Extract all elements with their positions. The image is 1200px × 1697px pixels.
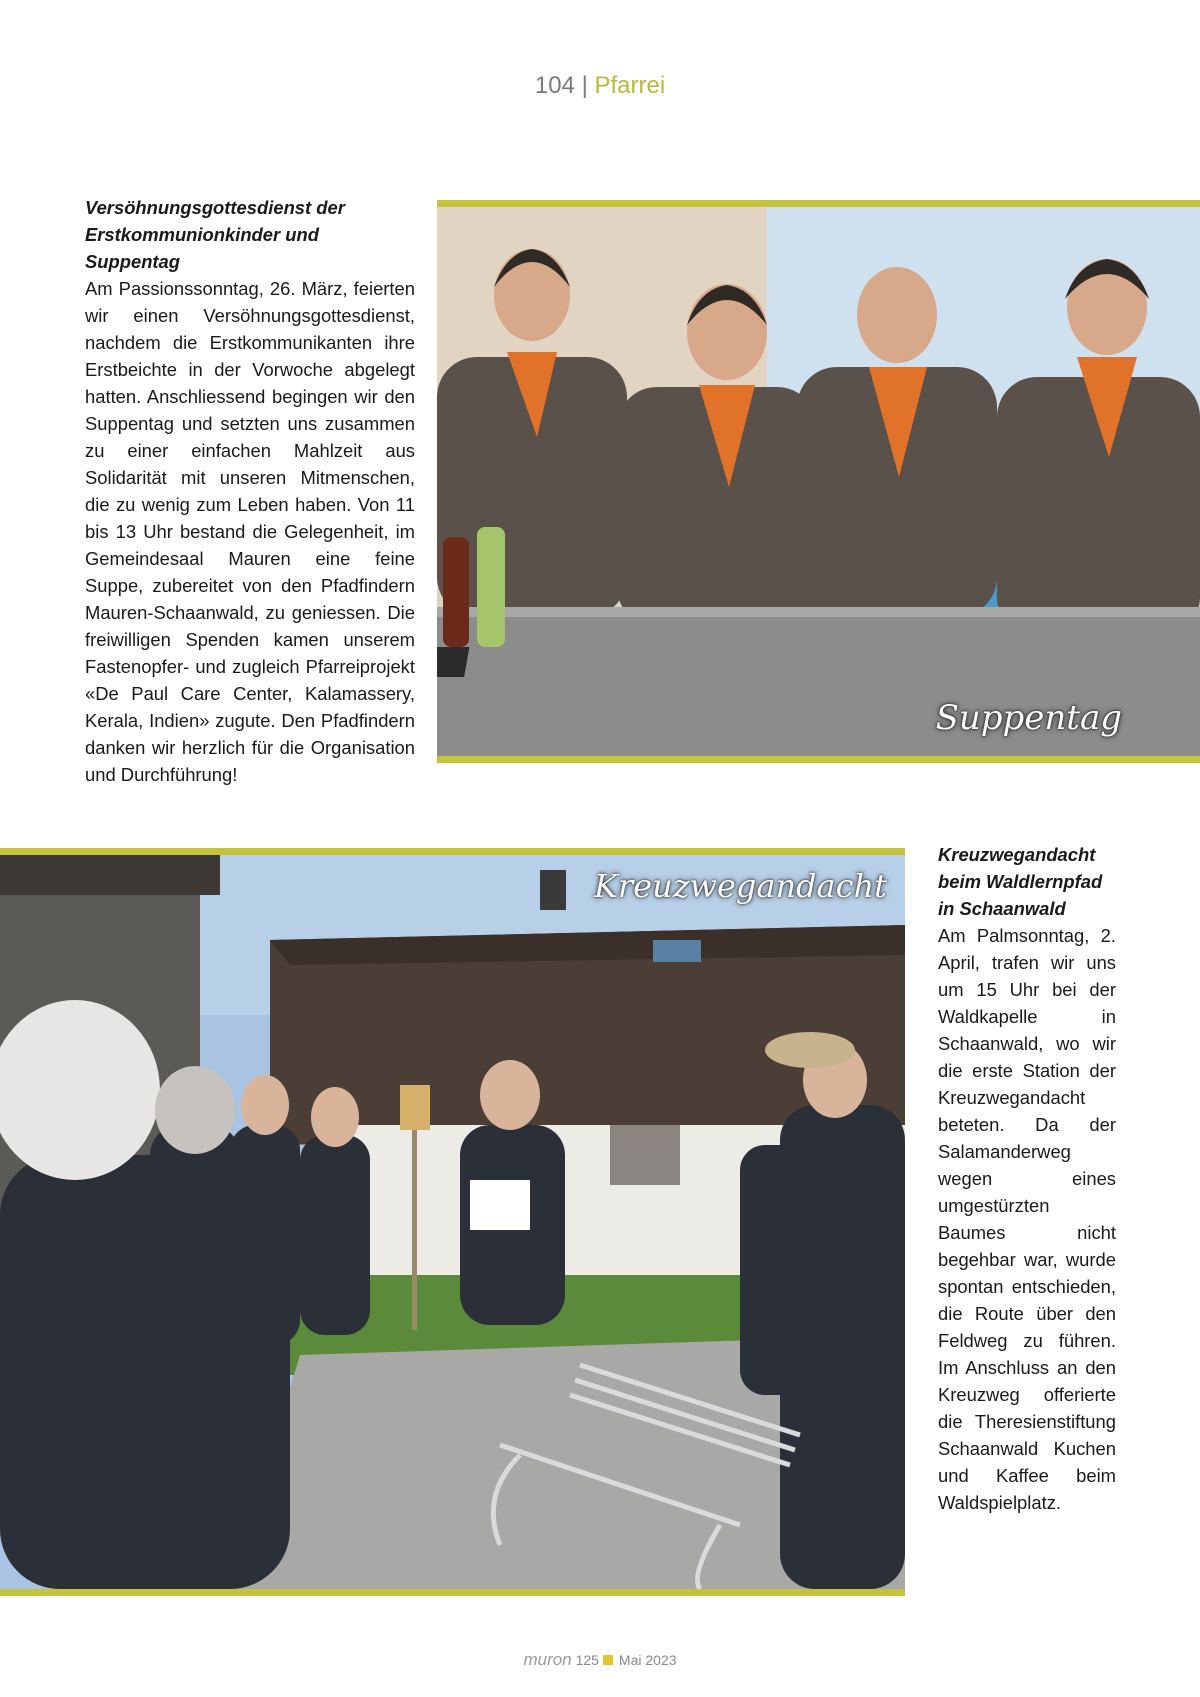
article-title: Versöhnungsgottesdienst der Erstkommunionkinder und Suppentag bbox=[85, 197, 345, 272]
article-body: Am Palmsonntag, 2. April, trafen wir uns um 15 Uhr bei der Waldkapelle in Schaanwald, wo wir die erste Station der Kreuzwegandacht beteten. Da der Salamanderweg wegen eines umgestürzten Baumes nicht begehbar war, wurde spontan entschieden, die Route über den Feldweg zu führen. Im Anschluss an den Kreuzweg offerierte die Theresienstiftung Schaanwald Kuchen und Kaffee beim Waldspielplatz. bbox=[938, 925, 1116, 1513]
photo-caption: Kreuzwegandacht bbox=[593, 867, 887, 905]
photo-kreuzwegandacht bbox=[0, 848, 905, 1596]
footer-square-icon bbox=[603, 1655, 613, 1665]
page-header bbox=[0, 72, 1200, 100]
photo-suppentag bbox=[437, 200, 1200, 763]
magazine-name: muron bbox=[523, 1650, 572, 1669]
page-number: 104 bbox=[534, 72, 575, 99]
section-title: Pfarrei bbox=[594, 72, 666, 99]
article-title: Kreuzwegandacht beim Waldlernpfad in Schaanwald bbox=[938, 844, 1103, 919]
procession-photo-image bbox=[0, 855, 905, 1589]
header-separator: | bbox=[581, 72, 588, 99]
page-footer bbox=[0, 1650, 1200, 1670]
issue-number: 125 bbox=[575, 1652, 599, 1668]
scouts-photo-image bbox=[437, 207, 1200, 756]
issue-date: Mai 2023 bbox=[618, 1652, 677, 1668]
photo-caption: Suppentag bbox=[935, 698, 1122, 738]
article-kreuzwegandacht bbox=[938, 841, 1116, 1516]
article-body: Am Passionssonntag, 26. März, feierten wir einen Versöhnungsgottesdienst, nachdem die Erstkommunikanten ihre Erstbeichte in der Vorwoche abgelegt hatten. Anschliessend begingen wir den Suppentag und setzten uns zusammen zu einer einfachen Mahlzeit aus Solidarität mit unseren Mitmenschen, die zu wenig zum Leben haben. Von 11 bis 13 Uhr bestand die Gelegenheit, im Gemeindesaal Mauren eine feine Suppe, zubereitet von den Pfadfindern Mauren-Schaanwald, zu geniessen. Die freiwilligen Spenden kamen unserem Fastenopfer- und zugleich Pfarreiprojekt «De Paul Care Center, Kalamassery, Kerala, Indien» zugute. Den Pfadfindern danken wir herzlich für die Organisation und Durchführung! bbox=[85, 278, 415, 785]
article-suppentag bbox=[85, 194, 415, 788]
